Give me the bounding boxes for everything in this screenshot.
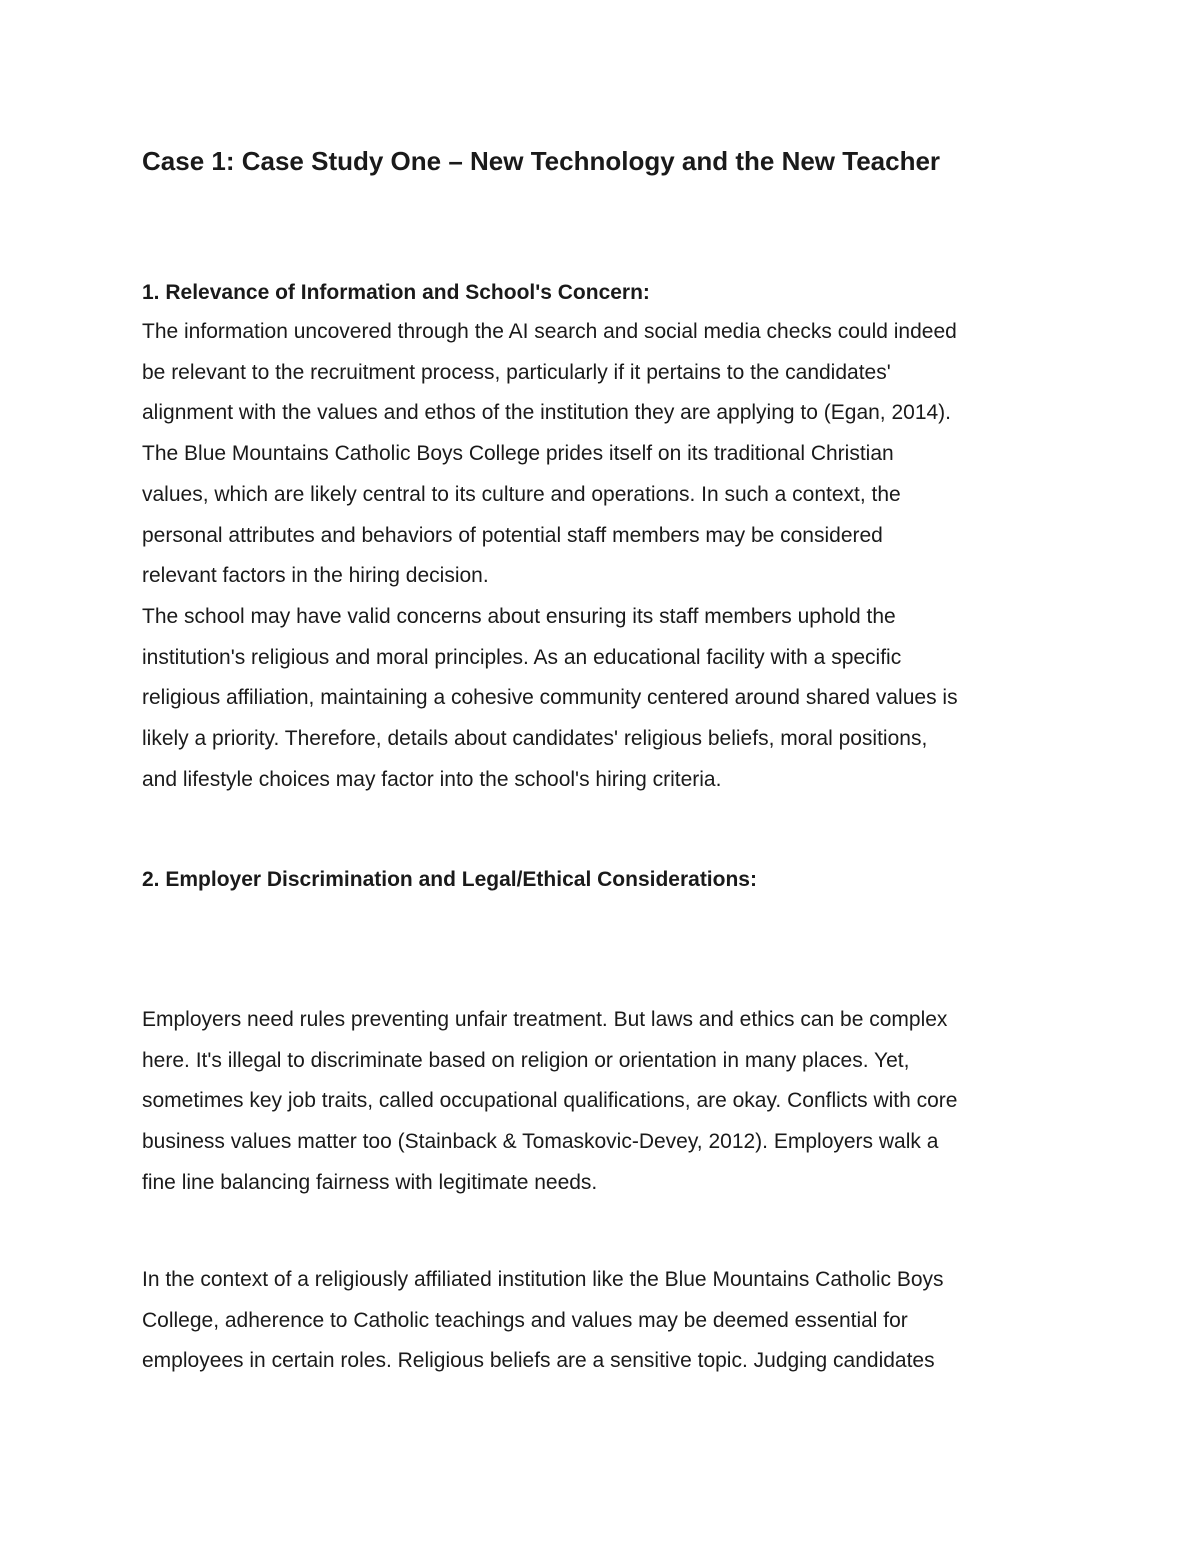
text-line: be relevant to the recruitment process, particularly if it pertains to the candidates' [142, 360, 891, 384]
text-line: alignment with the values and ethos of the institution they are applying to (Egan, 2014). [142, 401, 952, 425]
text-line: relevant factors in the hiring decision. [142, 564, 489, 588]
section-1-paragraph-2 [142, 597, 1092, 801]
section-1-paragraph-1 [142, 312, 1092, 597]
text-line: Employers need rules preventing unfair treatment. But laws and ethics can be complex [142, 1008, 948, 1031]
text-line: employees in certain roles. Religious beliefs are a sensitive topic. Judging candidates [142, 1349, 935, 1373]
text-line: and lifestyle choices may factor into the school's hiring criteria. [142, 767, 722, 791]
text-line: The Blue Mountains Catholic Boys College prides itself on its traditional Christian [142, 442, 894, 466]
text-line: values, which are likely central to its culture and operations. In such a context, the [142, 482, 901, 506]
text-line: fine line balancing fairness with legitimate needs. [142, 1170, 598, 1194]
text-line: In the context of a religiously affiliated institution like the Blue Mountains Catholic Boys [142, 1268, 944, 1291]
text-line: religious affiliation, maintaining a cohesive community centered around shared values is [142, 686, 958, 710]
text-line: College, adherence to Catholic teachings and values may be deemed essential for [142, 1308, 908, 1332]
text-line: personal attributes and behaviors of potential staff members may be considered [142, 523, 883, 547]
document-title: Case 1: Case Study One – New Technology and the New Teacher [142, 146, 941, 176]
text-line: The information uncovered through the AI search and social media checks could indeed [142, 320, 957, 343]
text-line: sometimes key job traits, called occupational qualifications, are okay. Conflicts with core [142, 1089, 958, 1113]
section-1-heading: 1. Relevance of Information and School's Concern: [142, 281, 650, 304]
section-2-paragraph-1 [142, 1000, 1092, 1204]
text-line: here. It's illegal to discriminate based on religion or orientation in many places. Yet, [142, 1048, 910, 1072]
text-line: business values matter too (Stainback & Tomaskovic-Devey, 2012). Employers walk a [142, 1130, 939, 1154]
text-line: likely a priority. Therefore, details about candidates' religious beliefs, moral positions, [142, 727, 928, 751]
section-2-paragraph-2 [142, 1260, 1092, 1382]
section-2-heading: 2. Employer Discrimination and Legal/Ethical Considerations: [142, 868, 757, 891]
text-line: institution's religious and moral principles. As an educational facility with a specific [142, 645, 902, 669]
text-line: The school may have valid concerns about ensuring its staff members uphold the [142, 605, 896, 628]
